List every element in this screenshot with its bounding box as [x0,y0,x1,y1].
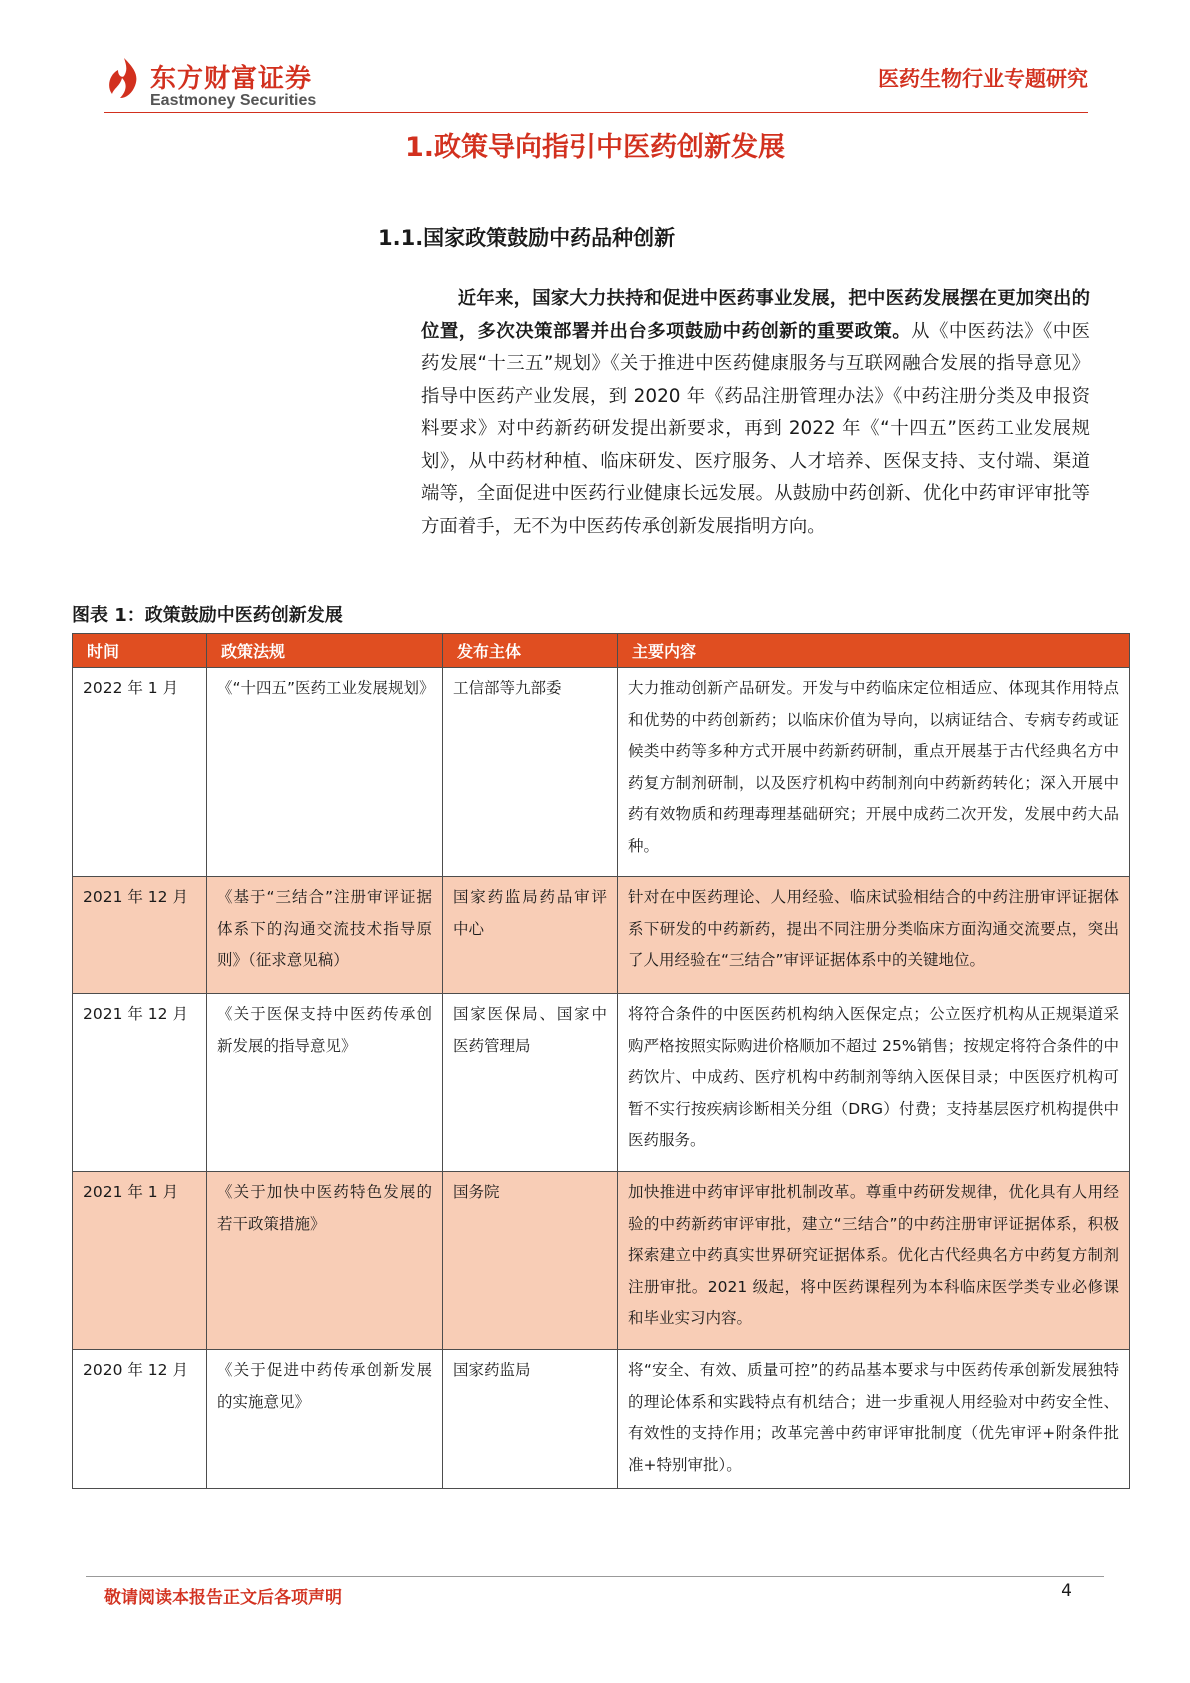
body-paragraph [421,283,1090,543]
cell-content: 大力推动创新产品研发。开发与中药临床定位相适应、体现其作用特点和优势的中药创新药；以临床价值为导向，以病证结合、专病专药或证候类中药等多种方式开展中药新药研制，重点开展基于古代经典名方中药复方制剂研制，以及医疗机构中药制剂向中药新药转化；深入开展中药有效物质和药理毒理基础研究；开展中成药二次开发，发展中药大品种。 [618,668,1130,877]
footer-divider [86,1576,1104,1577]
cell-content: 将符合条件的中医医药机构纳入医保定点；公立医疗机构从正规渠道采购严格按照实际购进价格顺加不超过 25%销售；按规定将符合条件的中药饮片、中成药、医疗机构中药制剂等纳入医保目录；中医医疗机构可暂不实行按疾病诊断相关分组（DRG）付费；支持基层医疗机构提供中医药服务。 [618,994,1130,1172]
cell-date: 2021 年 1 月 [73,1172,207,1350]
cell-content: 加快推进中药审评审批机制改革。尊重中药研发规律，优化具有人用经验的中药新药审评审批，建立“三结合”的中药注册审评证据体系，积极探索建立中药真实世界研究证据体系。优化古代经典名方中药复方制剂注册审批。2021 级起，将中医药课程列为本科临床医学类专业必修课和毕业实习内容。 [618,1172,1130,1350]
header-divider [104,112,1088,113]
table-row [73,877,1130,994]
paragraph-bold-lead: 近年来，国家大力扶持和促进中医药事业发展，把中医药发展摆在更加突出的位置，多次决策部署并出台多项鼓励中药创新的重要政策。 [421,288,1090,342]
cell-policy: 《基于“三结合”注册审评证据体系下的沟通交流技术指导原则》（征求意见稿） [207,877,443,994]
report-type: 医药生物行业专题研究 [878,67,1088,91]
cell-issuer: 国家医保局、国家中医药管理局 [443,994,618,1172]
page-number: 4 [1061,1581,1072,1601]
cell-policy: 《关于加快中医药特色发展的若干政策措施》 [207,1172,443,1350]
subsection-heading: 1.1.国家政策鼓励中药品种创新 [378,226,676,250]
logo-english-name: Eastmoney Securities [150,92,317,109]
cell-content: 将“安全、有效、质量可控”的药品基本要求与中医药传承创新发展独特的理论体系和实践特点有机结合；进一步重视人用经验对中药安全性、有效性的支持作用；改革完善中药审评审批制度（优先审评+附条件批准+特别审批）。 [618,1350,1130,1489]
cell-issuer: 国家药监局药品审评中心 [443,877,618,994]
column-header-date: 时间 [73,634,207,668]
table-row [73,994,1130,1172]
policy-table [72,633,1130,1489]
cell-date: 2021 年 12 月 [73,877,207,994]
column-header-content: 主要内容 [618,634,1130,668]
section-heading: 1.政策导向指引中医药创新发展 [404,132,786,163]
table-header-row [73,634,1130,668]
flame-logo-icon [104,56,144,100]
cell-content: 针对在中医药理论、人用经验、临床试验相结合的中药注册审评证据体系下研发的中药新药，提出不同注册分类临床方面沟通交流要点，突出了人用经验在“三结合”审评证据体系中的关键地位。 [618,877,1130,994]
table-row [73,1350,1130,1489]
page-header [0,0,1190,120]
cell-date: 2022 年 1 月 [73,668,207,877]
cell-issuer: 国家药监局 [443,1350,618,1489]
cell-date: 2021 年 12 月 [73,994,207,1172]
cell-date: 2020 年 12 月 [73,1350,207,1489]
cell-issuer: 国务院 [443,1172,618,1350]
figure-title: 图表 1：政策鼓励中医药创新发展 [72,605,343,626]
table-row [73,1172,1130,1350]
cell-policy: 《关于促进中药传承创新发展的实施意见》 [207,1350,443,1489]
cell-policy: 《“十四五”医药工业发展规划》 [207,668,443,877]
logo-chinese-name: 东方财富证券 [150,64,313,94]
paragraph-text: 从《中医药法》《中医药发展“十三五”规划》《关于推进中医药健康服务与互联网融合发展的指导意见》指导中医药产业发展，到 2020 年《药品注册管理办法》《中药注册分类及申报资料要求》对中药新药研发提出新要求，再到 2022 年《“十四五”医药工业发展规划》，从中药材种植、临床研发、医疗服务、人才培养、医保支持、支付端、渠道端等，全面促进中医药行业健康长远发展。从鼓励中药创新、优化中药审评审批等方面着手，无不为中医药传承创新发展指明方向。 [421,320,1090,537]
cell-policy: 《关于医保支持中医药传承创新发展的指导意见》 [207,994,443,1172]
footer-disclaimer: 敬请阅读本报告正文后各项声明 [104,1588,342,1608]
column-header-policy: 政策法规 [207,634,443,668]
table-row [73,668,1130,877]
cell-issuer: 工信部等九部委 [443,668,618,877]
column-header-issuer: 发布主体 [443,634,618,668]
